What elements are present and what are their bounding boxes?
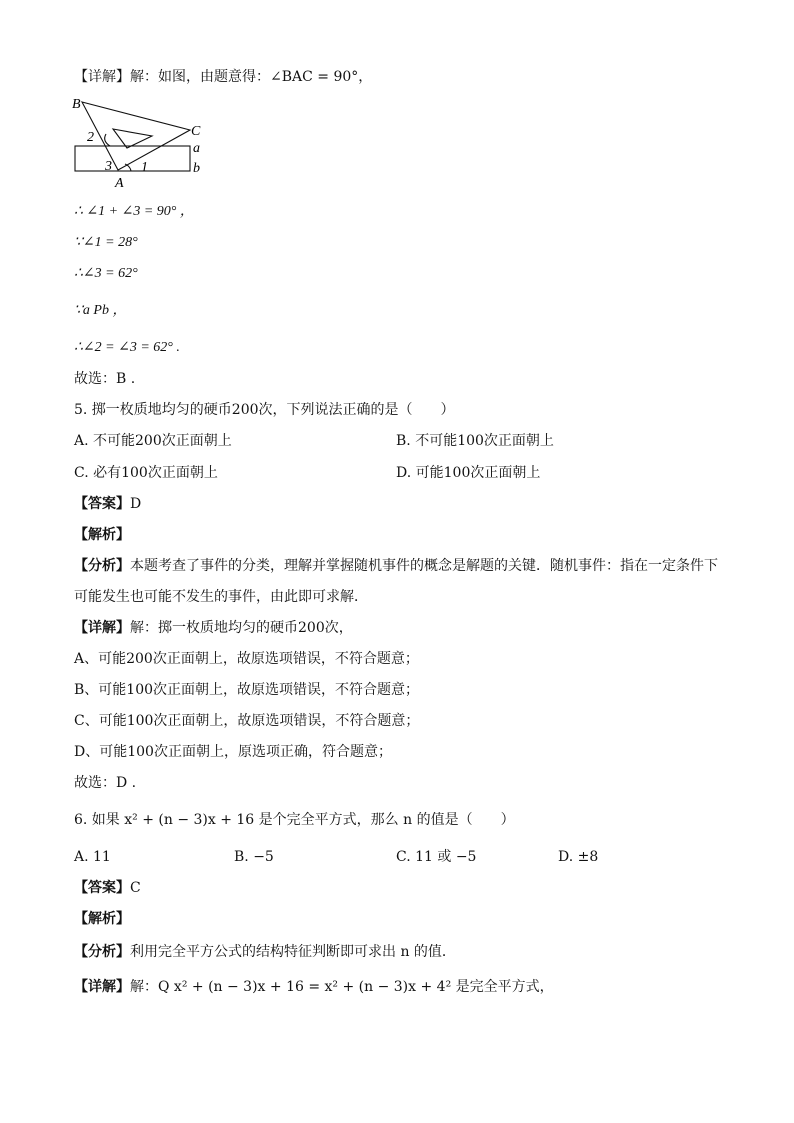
label-angle-3: 3: [105, 159, 112, 174]
angle-arc-2: [105, 134, 110, 146]
q5-detail-intro-row: [74, 619, 353, 637]
q5-detail-item-a: A、可能200次正面朝上，故原选项错误，不符合题意；: [74, 651, 419, 667]
ruler-rectangle: [75, 146, 190, 171]
q5-stem: 5. 掷一枚质地均匀的硬币200次，下列说法正确的是（ ）: [74, 402, 455, 418]
q4-step-3: ∴∠3 = 62°: [74, 266, 138, 281]
q6-detail-row: [74, 978, 554, 996]
q6-detail-label: 【详解】: [74, 979, 130, 995]
triangle-outer: [82, 102, 190, 170]
q5-detail-intro: 解：掷一枚质地均匀的硬币200次，: [130, 620, 353, 636]
q6-detail-text: 解：Q x² + (n − 3)x + 16 = x² + (n − 3)x + 4² 是完全平方式，: [130, 979, 554, 995]
q5-choice: 故选：D .: [74, 775, 137, 791]
label-A: A: [115, 176, 124, 191]
q5-fenxi-text-1: 本题考查了事件的分类，理解并掌握随机事件的概念是解题的关键．随机事件：指在一定条件下: [130, 558, 718, 574]
q5-detail-item-b: B、可能100次正面朝上，故原选项错误，不符合题意；: [74, 682, 420, 698]
q6-option-a: A. 11: [74, 849, 111, 865]
q6-analysis-label: 【解析】: [74, 911, 130, 927]
geometry-figure: [70, 94, 210, 192]
q5-fenxi-line-2: 可能发生也可能不发生的事件，由此即可求解．: [74, 589, 368, 605]
q5-detail-label: 【详解】: [74, 620, 130, 636]
q5-option-c: C. 必有100次正面朝上: [74, 465, 218, 481]
q4-detail-intro: 【详解】解：如图，由题意得：∠BAC = 90°，: [74, 69, 373, 85]
q5-detail-item-d: D、可能100次正面朝上，原选项正确，符合题意；: [74, 744, 392, 760]
q6-fenxi-row: [74, 943, 456, 961]
q5-fenxi-label: 【分析】: [74, 558, 130, 574]
label-angle-2: 2: [87, 130, 94, 145]
q5-detail-item-c: C、可能100次正面朝上，故原选项错误，不符合题意；: [74, 713, 420, 729]
q5-option-d: D. 可能100次正面朝上: [396, 465, 541, 481]
q6-option-c: C. 11 或 −5: [396, 849, 477, 865]
label-b: b: [193, 161, 200, 176]
q6-fenxi-label: 【分析】: [74, 944, 130, 960]
q6-option-d: D. ±8: [558, 849, 599, 865]
q6-fenxi-text: 利用完全平方公式的结构特征判断即可求出 n 的值．: [130, 944, 456, 960]
q4-step-5: ∴∠2 = ∠3 = 62° .: [74, 340, 180, 355]
q4-step-2: ∵∠1 = 28°: [74, 235, 138, 250]
q5-option-a: A. 不可能200次正面朝上: [74, 433, 232, 449]
q4-step-1: ∴ ∠1 + ∠3 = 90° ，: [74, 204, 194, 219]
q4-choice: 故选：B .: [74, 371, 136, 387]
q5-answer-row: [74, 495, 141, 513]
triangle-inner: [113, 129, 152, 148]
q5-fenxi-line-1: [74, 557, 718, 575]
q6-answer-label: 【答案】: [74, 880, 130, 896]
q5-answer-value: D: [130, 496, 142, 512]
label-angle-1: 1: [141, 160, 148, 175]
q6-option-b: B. −5: [234, 849, 274, 865]
label-a: a: [193, 141, 200, 156]
q5-analysis-label: 【解析】: [74, 527, 130, 543]
q5-answer-label: 【答案】: [74, 496, 130, 512]
q6-stem: 6. 如果 x² + (n − 3)x + 16 是个完全平方式，那么 n 的值是（ ）: [74, 812, 515, 828]
q6-answer-row: [74, 879, 141, 897]
q6-answer-value: C: [130, 880, 141, 896]
q5-option-b: B. 不可能100次正面朝上: [396, 433, 554, 449]
q4-step-4: ∵a Pb ，: [74, 303, 127, 318]
label-B: B: [72, 97, 81, 112]
label-C: C: [191, 124, 201, 139]
